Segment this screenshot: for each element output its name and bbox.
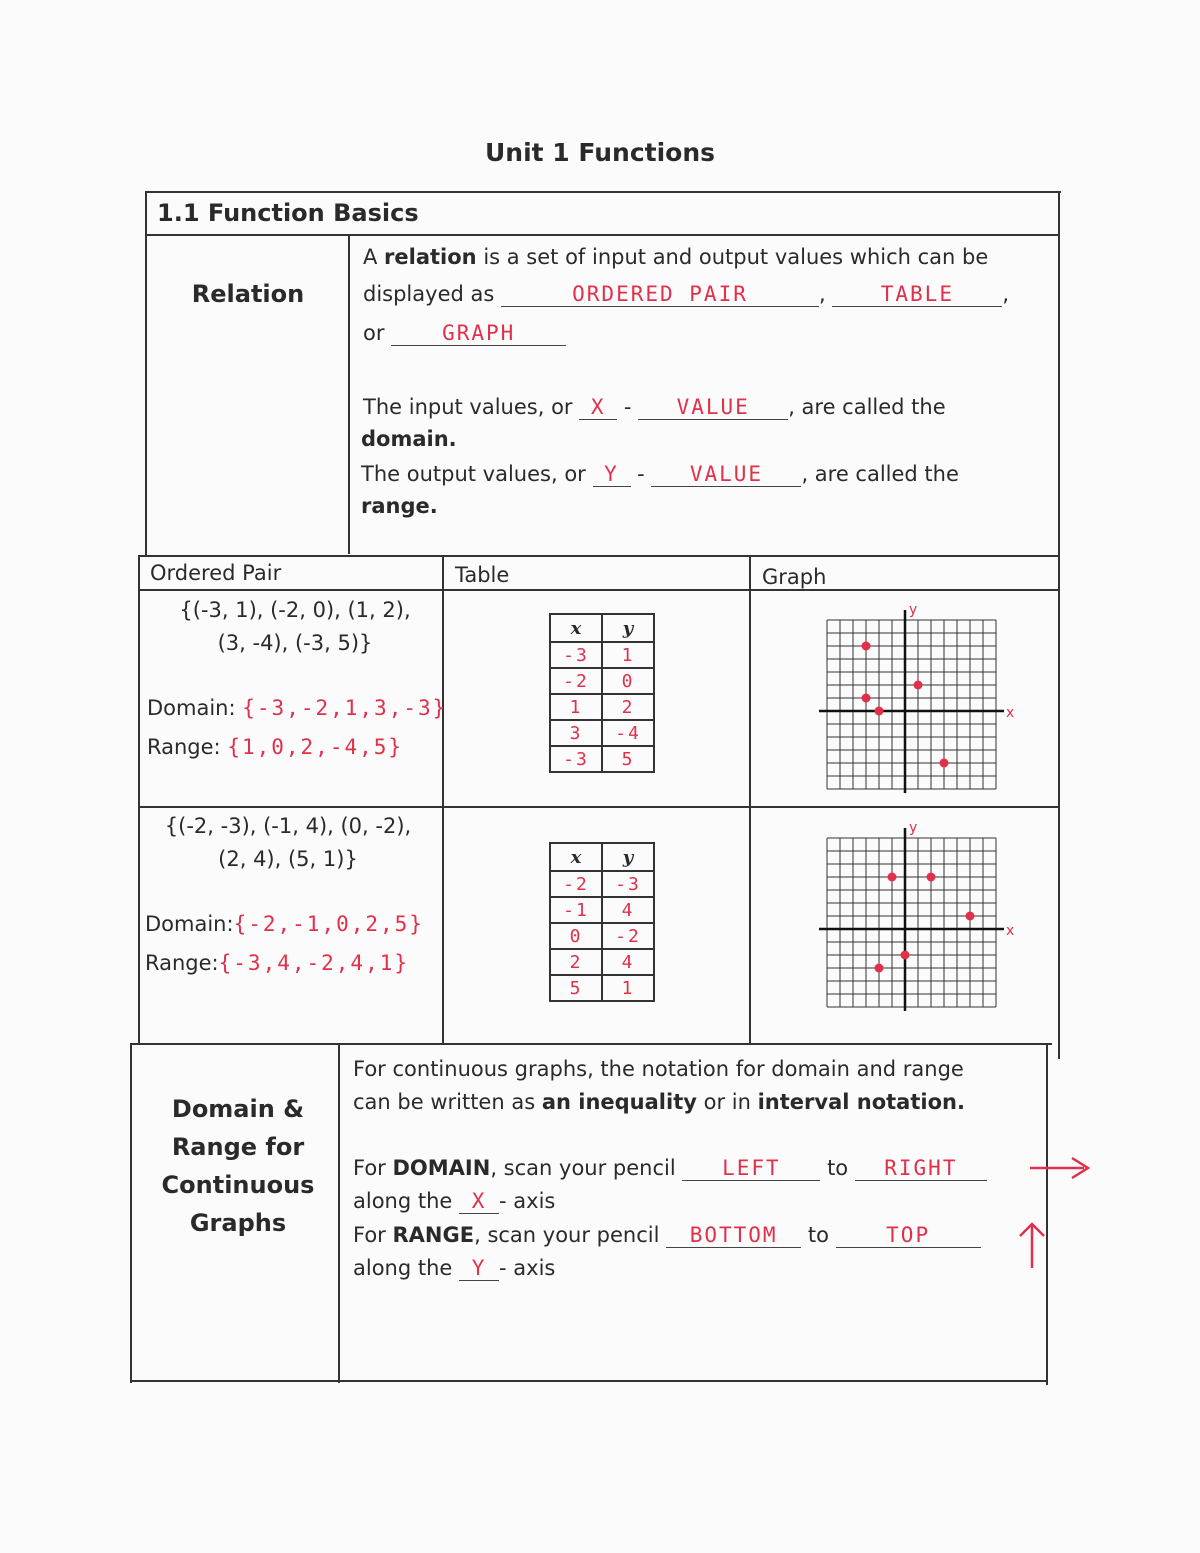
answer-ordered-pair: ORDERED PAIR <box>501 283 819 307</box>
answer-range-axis: Y <box>459 1257 499 1281</box>
range-word: range. <box>361 494 438 518</box>
example2-set-line1: {(-2, -3), (-1, 4), (0, -2), <box>164 814 412 838</box>
column-graph: Graph <box>762 565 827 589</box>
table-header-x: x <box>550 614 602 642</box>
table-border <box>145 191 147 556</box>
table-divider <box>338 1043 340 1383</box>
example2-domain-answer: {-2,-1,0,2,5} <box>233 912 424 936</box>
plotted-point <box>875 964 884 973</box>
table-row: 2 4 <box>550 949 654 975</box>
plotted-point <box>888 873 897 882</box>
answer-input-letter: X <box>579 396 617 420</box>
table-divider <box>138 589 1058 591</box>
table-divider <box>138 555 1058 557</box>
example2-set-line2: (2, 4), (5, 1)} <box>218 847 358 871</box>
answer-input-value: VALUE <box>638 396 788 420</box>
range-axis-line: along the Y - axis <box>353 1256 556 1280</box>
page-title: Unit 1 Functions <box>484 138 716 167</box>
example2-coordinate-grid <box>815 816 1015 1016</box>
relation-label: Relation <box>191 280 305 308</box>
table-header-x: x <box>550 843 602 871</box>
table-header-y: y <box>602 614 654 642</box>
section-heading: 1.1 Function Basics <box>157 199 419 227</box>
column-table: Table <box>455 563 510 587</box>
table-row: 1 2 <box>550 694 654 720</box>
plotted-point <box>901 951 910 960</box>
example1-xy-table <box>549 613 655 773</box>
table-header-y: y <box>602 843 654 871</box>
continuous-intro-line2: can be written as an inequality or in interval notation. <box>353 1090 965 1114</box>
domain-axis-line: along the X - axis <box>353 1189 556 1213</box>
example2-domain: Domain:{-2,-1,0,2,5} <box>145 912 424 936</box>
answer-output-value: VALUE <box>651 463 801 487</box>
table-row: 5 1 <box>550 975 654 1001</box>
table-divider <box>132 1043 1052 1045</box>
example1-range: Range: {1,0,2,-4,5} <box>147 735 404 759</box>
table-border <box>130 1380 1047 1382</box>
table-row: 3 -4 <box>550 720 654 746</box>
plotted-point <box>914 681 923 690</box>
relation-definition-line2: displayed as ORDERED PAIR , TABLE , <box>363 282 1010 306</box>
table-divider <box>348 234 350 554</box>
up-arrow-icon <box>1014 1222 1048 1272</box>
example1-coordinate-grid <box>815 598 1015 798</box>
plotted-point <box>875 707 884 716</box>
table-border <box>130 1043 132 1383</box>
x-axis-label: x <box>1006 923 1015 939</box>
answer-output-letter: Y <box>593 463 631 487</box>
answer-domain-start: LEFT <box>682 1157 820 1181</box>
table-row: -3 5 <box>550 746 654 772</box>
table-divider <box>138 806 1058 808</box>
range-scan-line: For RANGE, scan your pencil BOTTOM to TOP <box>353 1222 981 1248</box>
domain-word: domain. <box>361 427 457 451</box>
table-row: -2 0 <box>550 668 654 694</box>
example2-xy-table <box>549 842 655 1002</box>
right-arrow-icon <box>1026 1150 1096 1190</box>
y-axis-label: y <box>909 602 918 618</box>
table-row: 0 -2 <box>550 923 654 949</box>
example1-set-line1: {(-3, 1), (-2, 0), (1, 2), <box>179 598 411 622</box>
table-row: -1 4 <box>550 897 654 923</box>
input-values-line: The input values, or X - VALUE , are called the <box>363 395 946 419</box>
plotted-point <box>940 759 949 768</box>
domain-scan-line: For DOMAIN, scan your pencil LEFT to RIGHT <box>353 1155 987 1181</box>
table-row: -3 1 <box>550 642 654 668</box>
answer-range-end: TOP <box>836 1224 981 1248</box>
column-ordered-pair: Ordered Pair <box>150 561 282 585</box>
example1-domain-answer: {-3,-2,1,3,-3} <box>242 696 448 720</box>
plotted-point <box>966 912 975 921</box>
example1-set-line2: (3, -4), (-3, 5)} <box>217 631 373 655</box>
y-axis-label: y <box>909 820 918 836</box>
table-row: -2 -3 <box>550 871 654 897</box>
answer-range-start: BOTTOM <box>666 1224 801 1248</box>
continuous-intro-line1: For continuous graphs, the notation for domain and range <box>353 1057 964 1081</box>
table-divider <box>442 555 444 1045</box>
table-border <box>138 555 140 1045</box>
table-border <box>1058 191 1060 1059</box>
plotted-point <box>862 642 871 651</box>
x-axis-label: x <box>1006 705 1015 721</box>
table-border <box>1046 1043 1048 1385</box>
relation-definition-line1: A relation is a set of input and output values which can be <box>363 245 989 269</box>
output-values-line: The output values, or Y - VALUE , are called the <box>361 462 959 486</box>
relation-definition-line3: or GRAPH <box>363 320 566 346</box>
example1-range-answer: {1,0,2,-4,5} <box>227 735 404 759</box>
table-divider <box>145 234 1060 236</box>
answer-table: TABLE <box>832 283 1002 307</box>
table-divider <box>749 555 751 1045</box>
table-border <box>145 191 1061 193</box>
example2-range-answer: {-3,4,-2,4,1} <box>218 951 410 975</box>
example1-domain: Domain: {-3,-2,1,3,-3} <box>147 696 448 720</box>
answer-graph: GRAPH <box>391 322 566 346</box>
plotted-point <box>927 873 936 882</box>
example2-range: Range:{-3,4,-2,4,1} <box>145 951 410 975</box>
answer-domain-axis: X <box>459 1190 499 1214</box>
answer-domain-end: RIGHT <box>855 1157 987 1181</box>
continuous-label: Domain & Range for Continuous Graphs <box>161 1095 315 1237</box>
plotted-point <box>862 694 871 703</box>
